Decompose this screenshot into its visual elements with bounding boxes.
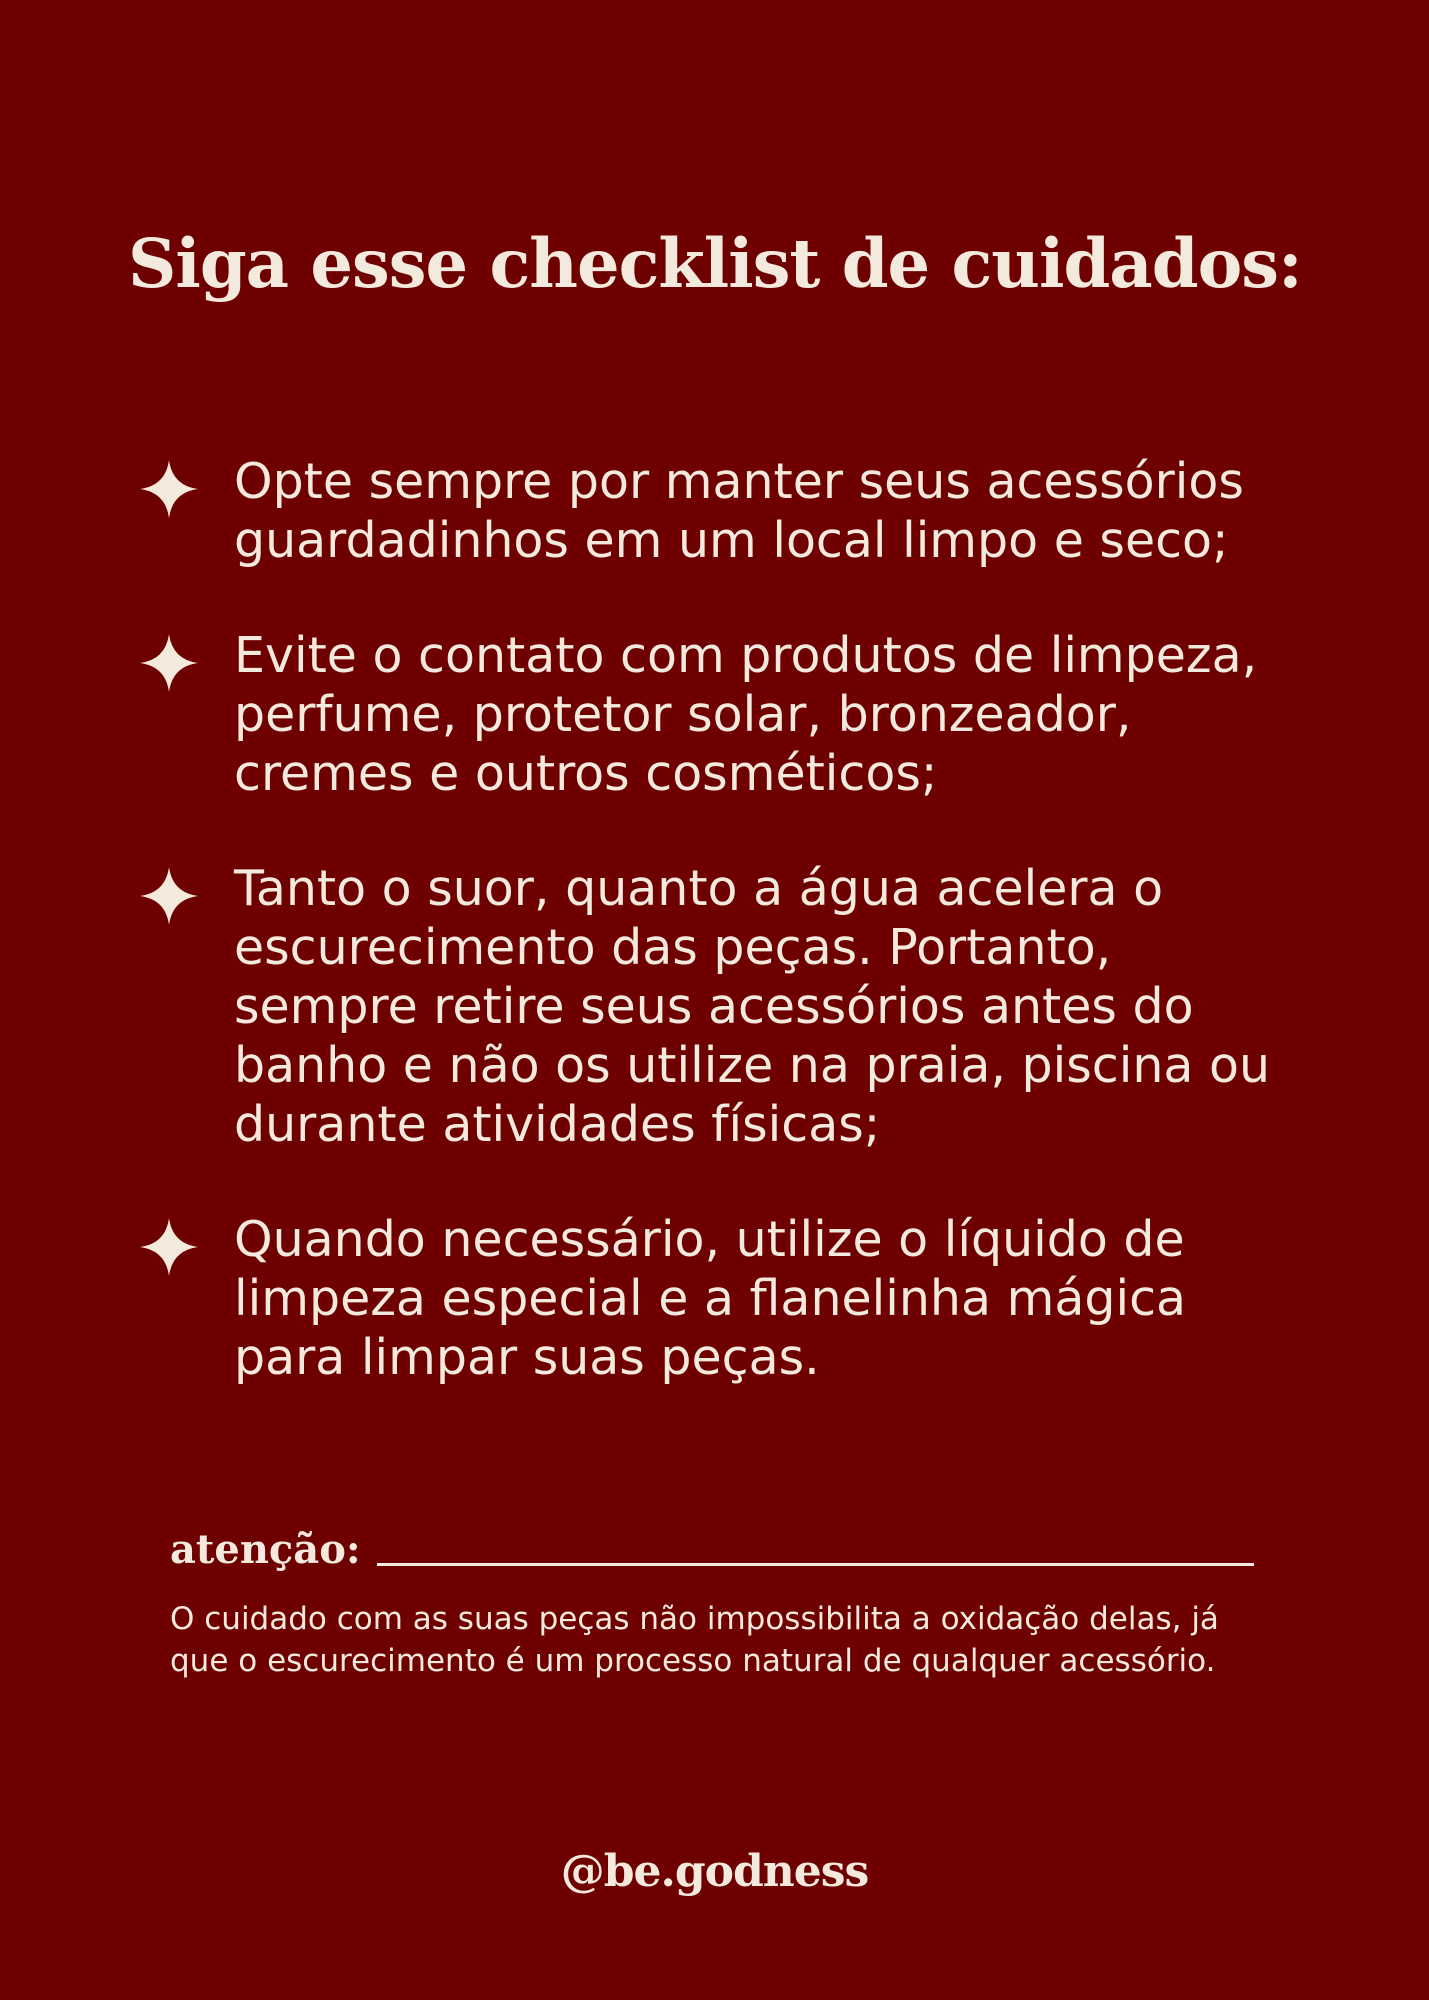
attention-note bbox=[170, 1520, 1254, 1682]
checklist-item-text: Opte sempre por manter seus acessórios guardadinhos em um local limpo e seco; bbox=[234, 453, 1244, 569]
social-handle: @be.godness bbox=[560, 1846, 869, 1897]
checklist-item-text: Evite o contato com produtos de limpeza, perfume, protetor solar, bronzeador, cremes e outros cosméticos; bbox=[234, 627, 1258, 802]
checklist-item bbox=[140, 452, 1300, 570]
four-point-star-icon bbox=[140, 460, 198, 518]
checklist-item-text: Tanto o suor, quanto a água acelera o escurecimento das peças. Portanto, sempre retire seus acessórios antes do banho e não os utilize na praia, piscina ou durante atividades físicas; bbox=[234, 860, 1271, 1153]
checklist-item bbox=[140, 626, 1300, 803]
care-checklist bbox=[140, 452, 1300, 1443]
attention-label: atenção: bbox=[170, 1526, 361, 1573]
four-point-star-icon bbox=[140, 634, 198, 692]
checklist-item bbox=[140, 859, 1300, 1154]
four-point-star-icon bbox=[140, 867, 198, 925]
attention-text: O cuidado com as suas peças não impossibilita a oxidação delas, já que o escurecimento é um processo natural de qualquer acessório. bbox=[170, 1601, 1219, 1679]
four-point-star-icon bbox=[140, 1218, 198, 1276]
attention-divider bbox=[377, 1563, 1254, 1566]
attention-header bbox=[170, 1520, 1254, 1580]
checklist-item bbox=[140, 1210, 1300, 1387]
checklist-item-text: Quando necessário, utilize o líquido de limpeza especial e a flanelinha mágica para limpar suas peças. bbox=[234, 1211, 1187, 1386]
page-title: Siga esse checklist de cuidados: bbox=[128, 224, 1302, 303]
